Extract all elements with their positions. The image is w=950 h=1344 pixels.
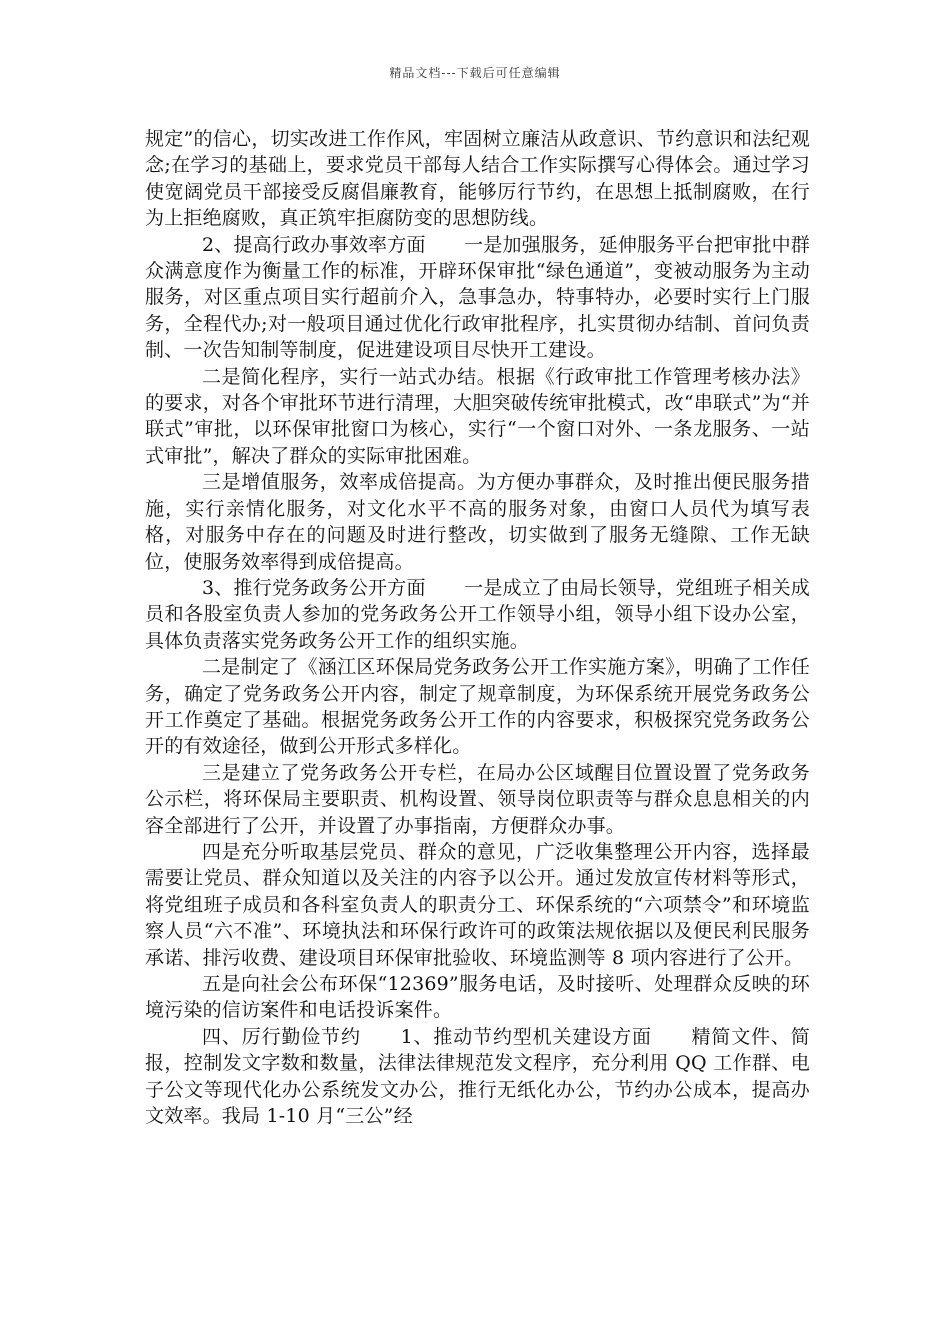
- paragraph-5: 3、推行党务政务公开方面 一是成立了由局长领导，党组班子相关成员和各股室负责人参加的党务政务公开工作领导小组，领导小组下设办公室，具体负责落实党务政务公开工作的组织实施。: [145, 576, 810, 652]
- page-header: 精品文档---下载后可任意编辑: [389, 66, 561, 80]
- paragraph-1: 规定”的信心，切实改进工作作风，牢固树立廉洁从政意识、节约意识和法纪观念;在学习的基础上，要求党员干部每人结合工作实际撰写心得体会。通过学习使宽阔党员干部接受反腐倡廉教育，能够厉行节约，在思想上抵制腐败，在行为上拒绝腐败，真正筑牢拒腐防变的思想防线。: [145, 128, 810, 230]
- paragraph-6: 二是制定了《涵江区环保局党务政务公开工作实施方案》，明确了工作任务，确定了党务政务公开内容，制定了规章制度，为环保系统开展党务政务公开工作奠定了基础。根据党务政务公开工作的内容要求，积极探究党务政务公开的有效途径，做到公开形式多样化。: [145, 656, 810, 758]
- paragraph-3: 二是简化程序，实行一站式办结。根据《行政审批工作管理考核办法》的要求，对各个审批环节进行清理，大胆突破传统审批模式，改“串联式”为“并联式”审批，以环保审批窗口为核心，实行“一个窗口对外、一条龙服务、一站式审批”，解决了群众的实际审批困难。: [145, 365, 810, 467]
- paragraph-7: 三是建立了党务政务公开专栏，在局办公区域醒目位置设置了党务政务公示栏，将环保局主要职责、机构设置、领导岗位职责等与群众息息相关的内容全部进行了公开，并设置了办事指南，方便群众办事。: [145, 761, 810, 837]
- paragraph-8: 四是充分听取基层党员、群众的意见，广泛收集整理公开内容，选择最需要让党员、群众知道以及关注的内容予以公开。通过发放宣传材料等形式，将党组班子成员和各科室负责人的职责分工、环保系统的“六项禁令”和环境监察人员“六不准”、环境执法和环保行政许可的政策法规依据以及便民利民服务承诺、排污收费、建设项目环保审批验收、环境监测等 8 项内容进行了公开。: [145, 840, 810, 969]
- paragraph-9: 五是向社会公布环保“12369”服务电话，及时接听、处理群众反映的环境污染的信访案件和电话投诉案件。: [145, 973, 810, 1022]
- paragraph-2: 2、提高行政办事效率方面 一是加强服务，延伸服务平台把审批中群众满意度作为衡量工作的标准，开辟环保审批“绿色通道”，变被动服务为主动服务，对区重点项目实行超前介入，急事急办，特事特办，必要时实行上门服务，全程代办;对一般项目通过优化行政审批程序，扎实贯彻办结制、首问负责制、一次告知制等制度，促进建设项目尽快开工建设。: [145, 233, 810, 362]
- paragraph-4: 三是增值服务，效率成倍提高。为方便办事群众，及时推出便民服务措施，实行亲情化服务，对文化水平不高的服务对象，由窗口人员代为填写表格，对服务中存在的问题及时进行整改，切实做到了服务无缝隙、工作无缺位，使服务效率得到成倍提高。: [145, 471, 810, 573]
- paragraph-10: 四、厉行勤俭节约 1、推动节约型机关建设方面 精简文件、简报，控制发文字数和数量，法律法律规范发文程序，充分利用 QQ 工作群、电子公文等现代化办公系统发文办公，推行无纸化办公，节约办公成本，提高办文效率。我局 1-10 月“三公”经: [145, 1025, 810, 1128]
- document-body: [145, 126, 810, 1129]
